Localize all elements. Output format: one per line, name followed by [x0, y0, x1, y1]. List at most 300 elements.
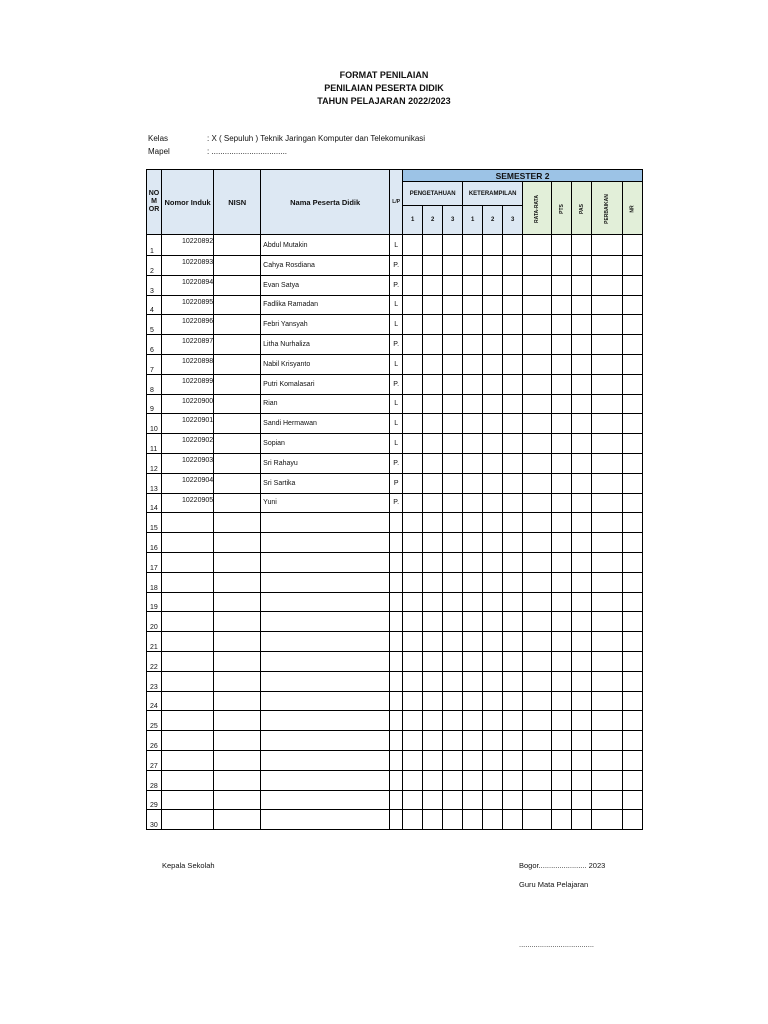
- score-cell: [552, 235, 572, 256]
- row-number: 7: [147, 354, 162, 374]
- perbaikan-header: PERBAIKAN: [592, 182, 623, 235]
- score-cell: [503, 810, 523, 830]
- col-header-lp: L/P: [390, 170, 403, 235]
- score-cell: [572, 552, 592, 572]
- row-nama: Sri Rahayu: [261, 453, 390, 473]
- score-cell: [552, 533, 572, 553]
- score-cell: [622, 651, 642, 671]
- row-nomor-induk: 10220904: [162, 473, 214, 493]
- row-nisn: [214, 790, 261, 810]
- score-cell: [622, 770, 642, 790]
- score-cell: [463, 750, 483, 770]
- col-header-no: NO M OR: [147, 170, 162, 235]
- row-nisn: [214, 414, 261, 434]
- score-cell: [483, 235, 503, 256]
- row-nomor-induk: 10220902: [162, 434, 214, 454]
- row-nomor-induk: 10220903: [162, 453, 214, 473]
- row-lp: P.: [390, 256, 403, 276]
- score-cell: [443, 453, 463, 473]
- score-cell: [552, 473, 572, 493]
- score-cell: [552, 750, 572, 770]
- row-nisn: [214, 275, 261, 295]
- row-nama: Litha Nurhaliza: [261, 335, 390, 355]
- score-cell: [423, 374, 443, 394]
- row-nomor-induk: [162, 592, 214, 612]
- table-row: [147, 592, 643, 612]
- table-row: [147, 651, 643, 671]
- signature-line: ....................................: [519, 940, 595, 949]
- score-cell: [523, 612, 552, 632]
- score-cell: [443, 731, 463, 751]
- row-nisn: [214, 552, 261, 572]
- score-cell: [443, 552, 463, 572]
- score-cell: [463, 533, 483, 553]
- keterampilan-sub-1: 1: [463, 206, 483, 235]
- score-cell: [423, 651, 443, 671]
- row-number: 22: [147, 651, 162, 671]
- score-cell: [463, 731, 483, 751]
- score-cell: [592, 354, 623, 374]
- table-row: [147, 275, 643, 295]
- score-cell: [483, 770, 503, 790]
- score-cell: [423, 750, 443, 770]
- score-cell: [523, 533, 552, 553]
- nr-header: NR: [622, 182, 642, 235]
- row-lp: [390, 552, 403, 572]
- table-row: [147, 374, 643, 394]
- score-cell: [443, 790, 463, 810]
- score-cell: [622, 354, 642, 374]
- score-cell: [403, 374, 423, 394]
- score-cell: [523, 335, 552, 355]
- row-lp: P.: [390, 275, 403, 295]
- score-cell: [572, 295, 592, 315]
- score-cell: [552, 810, 572, 830]
- score-cell: [403, 394, 423, 414]
- score-cell: [443, 256, 463, 276]
- score-cell: [622, 612, 642, 632]
- score-cell: [443, 711, 463, 731]
- score-cell: [503, 552, 523, 572]
- keterampilan-sub-2: 2: [483, 206, 503, 235]
- score-cell: [503, 275, 523, 295]
- score-cell: [503, 513, 523, 533]
- score-cell: [523, 711, 552, 731]
- row-nama: Fadlika Ramadan: [261, 295, 390, 315]
- row-lp: [390, 731, 403, 751]
- score-cell: [483, 691, 503, 711]
- score-cell: [483, 434, 503, 454]
- keterampilan-header: KETERAMPILAN: [463, 182, 523, 206]
- table-row: [147, 533, 643, 553]
- row-lp: L: [390, 434, 403, 454]
- score-cell: [552, 711, 572, 731]
- table-row: [147, 671, 643, 691]
- score-cell: [403, 414, 423, 434]
- row-nama: Cahya Rosdiana: [261, 256, 390, 276]
- row-nama: [261, 552, 390, 572]
- row-nomor-induk: [162, 790, 214, 810]
- score-cell: [503, 691, 523, 711]
- score-cell: [552, 374, 572, 394]
- score-cell: [483, 612, 503, 632]
- table-row: [147, 453, 643, 473]
- kelas-value: : X ( Sepuluh ) Teknik Jaringan Komputer dan Telekomunikasi: [207, 134, 426, 143]
- score-cell: [483, 513, 503, 533]
- row-lp: [390, 770, 403, 790]
- row-nama: Evan Satya: [261, 275, 390, 295]
- row-nama: [261, 731, 390, 751]
- table-row: [147, 414, 643, 434]
- doc-title: FORMAT PENILAIAN: [339, 70, 429, 80]
- row-nisn: [214, 453, 261, 473]
- score-cell: [423, 493, 443, 513]
- score-cell: [503, 493, 523, 513]
- score-cell: [572, 632, 592, 652]
- row-nomor-induk: [162, 513, 214, 533]
- score-cell: [463, 572, 483, 592]
- row-nama: Rian: [261, 394, 390, 414]
- row-nama: Sopian: [261, 434, 390, 454]
- score-cell: [523, 453, 552, 473]
- row-lp: P.: [390, 335, 403, 355]
- row-nisn: [214, 335, 261, 355]
- score-cell: [552, 671, 572, 691]
- row-number: 19: [147, 592, 162, 612]
- score-cell: [503, 572, 523, 592]
- row-nisn: [214, 493, 261, 513]
- score-cell: [572, 651, 592, 671]
- score-cell: [552, 493, 572, 513]
- row-nomor-induk: [162, 651, 214, 671]
- score-cell: [572, 394, 592, 414]
- score-cell: [463, 493, 483, 513]
- row-nama: [261, 632, 390, 652]
- score-cell: [423, 335, 443, 355]
- score-cell: [483, 572, 503, 592]
- score-cell: [552, 572, 572, 592]
- table-row: [147, 354, 643, 374]
- row-nama: Sri Sartika: [261, 473, 390, 493]
- score-cell: [592, 315, 623, 335]
- row-nomor-induk: [162, 770, 214, 790]
- row-nomor-induk: 10220898: [162, 354, 214, 374]
- score-cell: [423, 810, 443, 830]
- score-cell: [503, 750, 523, 770]
- row-number: 29: [147, 790, 162, 810]
- score-cell: [463, 632, 483, 652]
- score-cell: [483, 493, 503, 513]
- score-cell: [552, 552, 572, 572]
- score-cell: [523, 770, 552, 790]
- row-lp: L: [390, 295, 403, 315]
- score-cell: [403, 493, 423, 513]
- row-nomor-induk: 10220895: [162, 295, 214, 315]
- row-nisn: [214, 513, 261, 533]
- table-row: [147, 711, 643, 731]
- score-cell: [443, 235, 463, 256]
- row-nomor-induk: [162, 750, 214, 770]
- table-row: [147, 731, 643, 751]
- score-cell: [572, 750, 592, 770]
- score-cell: [483, 473, 503, 493]
- score-cell: [443, 275, 463, 295]
- score-cell: [483, 552, 503, 572]
- score-cell: [423, 256, 443, 276]
- pengetahuan-sub-3: 3: [443, 206, 463, 235]
- score-cell: [622, 394, 642, 414]
- score-cell: [463, 434, 483, 454]
- row-lp: [390, 632, 403, 652]
- semester-header: SEMESTER 2: [403, 170, 643, 182]
- score-cell: [592, 552, 623, 572]
- score-cell: [622, 315, 642, 335]
- score-cell: [503, 295, 523, 315]
- score-cell: [572, 691, 592, 711]
- score-cell: [463, 453, 483, 473]
- mapel-value: : ..................................: [207, 147, 288, 156]
- row-nama: Febri Yansyah: [261, 315, 390, 335]
- score-cell: [552, 256, 572, 276]
- score-cell: [423, 790, 443, 810]
- score-cell: [622, 632, 642, 652]
- score-cell: [572, 453, 592, 473]
- row-nama: Yuni: [261, 493, 390, 513]
- row-number: 28: [147, 770, 162, 790]
- score-cell: [622, 453, 642, 473]
- score-cell: [552, 335, 572, 355]
- score-cell: [483, 256, 503, 276]
- score-cell: [503, 414, 523, 434]
- row-number: 20: [147, 612, 162, 632]
- score-cell: [503, 473, 523, 493]
- score-cell: [552, 275, 572, 295]
- row-lp: [390, 691, 403, 711]
- score-cell: [463, 810, 483, 830]
- score-cell: [463, 513, 483, 533]
- row-lp: P: [390, 473, 403, 493]
- score-cell: [423, 731, 443, 751]
- doc-subtitle: PENILAIAN PESERTA DIDIK: [324, 83, 444, 93]
- score-cell: [463, 315, 483, 335]
- mapel-label: Mapel: [148, 147, 170, 156]
- score-cell: [483, 810, 503, 830]
- row-number: 5: [147, 315, 162, 335]
- score-cell: [572, 671, 592, 691]
- row-nama: Abdul Mutakin: [261, 235, 390, 256]
- score-cell: [463, 552, 483, 572]
- score-cell: [592, 453, 623, 473]
- score-cell: [572, 790, 592, 810]
- score-cell: [552, 651, 572, 671]
- score-cell: [403, 671, 423, 691]
- score-cell: [463, 354, 483, 374]
- score-cell: [423, 612, 443, 632]
- col-header-nomor-induk: Nomor Induk: [162, 170, 214, 235]
- score-cell: [463, 691, 483, 711]
- score-cell: [572, 493, 592, 513]
- score-cell: [503, 651, 523, 671]
- score-cell: [622, 275, 642, 295]
- score-cell: [592, 671, 623, 691]
- score-cell: [592, 651, 623, 671]
- score-cell: [403, 473, 423, 493]
- score-cell: [523, 295, 552, 315]
- score-cell: [483, 453, 503, 473]
- score-cell: [503, 770, 523, 790]
- score-cell: [443, 295, 463, 315]
- row-nisn: [214, 315, 261, 335]
- score-cell: [403, 295, 423, 315]
- score-cell: [443, 394, 463, 414]
- row-number: 30: [147, 810, 162, 830]
- row-nama: [261, 750, 390, 770]
- pas-header: PAS: [572, 182, 592, 235]
- score-cell: [443, 572, 463, 592]
- row-lp: L: [390, 414, 403, 434]
- score-cell: [403, 790, 423, 810]
- row-lp: P.: [390, 374, 403, 394]
- score-cell: [572, 275, 592, 295]
- doc-year: TAHUN PELAJARAN 2022/2023: [317, 96, 451, 106]
- score-cell: [503, 612, 523, 632]
- row-nama: [261, 592, 390, 612]
- score-cell: [592, 295, 623, 315]
- score-cell: [443, 414, 463, 434]
- score-cell: [622, 711, 642, 731]
- score-cell: [622, 374, 642, 394]
- score-cell: [463, 612, 483, 632]
- row-nisn: [214, 810, 261, 830]
- score-cell: [503, 711, 523, 731]
- row-nomor-induk: 10220896: [162, 315, 214, 335]
- score-cell: [463, 473, 483, 493]
- score-cell: [523, 394, 552, 414]
- score-cell: [423, 711, 443, 731]
- score-cell: [503, 453, 523, 473]
- score-cell: [622, 750, 642, 770]
- score-cell: [523, 552, 552, 572]
- score-cell: [572, 513, 592, 533]
- score-cell: [552, 354, 572, 374]
- score-cell: [443, 354, 463, 374]
- row-nisn: [214, 434, 261, 454]
- row-lp: [390, 651, 403, 671]
- score-cell: [483, 592, 503, 612]
- score-cell: [523, 513, 552, 533]
- row-number: 11: [147, 434, 162, 454]
- row-number: 26: [147, 731, 162, 751]
- score-cell: [483, 414, 503, 434]
- score-cell: [423, 235, 443, 256]
- score-cell: [592, 632, 623, 652]
- score-cell: [443, 691, 463, 711]
- row-lp: [390, 711, 403, 731]
- pengetahuan-header: PENGETAHUAN: [403, 182, 463, 206]
- score-cell: [403, 572, 423, 592]
- score-cell: [403, 453, 423, 473]
- score-cell: [523, 671, 552, 691]
- score-cell: [622, 335, 642, 355]
- score-cell: [443, 632, 463, 652]
- row-nomor-induk: 10220892: [162, 235, 214, 256]
- row-nisn: [214, 256, 261, 276]
- score-cell: [403, 612, 423, 632]
- score-cell: [443, 315, 463, 335]
- score-cell: [503, 632, 523, 652]
- score-cell: [523, 473, 552, 493]
- score-cell: [592, 533, 623, 553]
- score-cell: [463, 256, 483, 276]
- score-cell: [622, 810, 642, 830]
- score-cell: [622, 572, 642, 592]
- row-number: 16: [147, 533, 162, 553]
- score-cell: [592, 770, 623, 790]
- row-nisn: [214, 295, 261, 315]
- score-cell: [523, 256, 552, 276]
- score-cell: [622, 235, 642, 256]
- score-cell: [403, 770, 423, 790]
- row-nomor-induk: 10220893: [162, 256, 214, 276]
- rata-rata-header: RATA-RATA: [523, 182, 552, 235]
- row-number: 14: [147, 493, 162, 513]
- table-row: [147, 790, 643, 810]
- score-cell: [523, 691, 552, 711]
- score-cell: [483, 394, 503, 414]
- score-cell: [523, 572, 552, 592]
- pengetahuan-sub-1: 1: [403, 206, 423, 235]
- row-number: 13: [147, 473, 162, 493]
- score-cell: [552, 612, 572, 632]
- score-cell: [592, 235, 623, 256]
- table-row: [147, 235, 643, 256]
- row-nisn: [214, 473, 261, 493]
- score-cell: [443, 434, 463, 454]
- grade-table: [146, 169, 643, 830]
- row-nomor-induk: [162, 533, 214, 553]
- row-nama: Nabil Krisyanto: [261, 354, 390, 374]
- score-cell: [423, 572, 443, 592]
- table-row: [147, 256, 643, 276]
- score-cell: [463, 671, 483, 691]
- score-cell: [423, 414, 443, 434]
- col-header-nisn: NISN: [214, 170, 261, 235]
- score-cell: [592, 691, 623, 711]
- score-cell: [592, 434, 623, 454]
- score-cell: [423, 691, 443, 711]
- score-cell: [572, 731, 592, 751]
- score-cell: [483, 750, 503, 770]
- pengetahuan-sub-2: 2: [423, 206, 443, 235]
- score-cell: [622, 731, 642, 751]
- row-nisn: [214, 750, 261, 770]
- row-number: 9: [147, 394, 162, 414]
- score-cell: [443, 493, 463, 513]
- score-cell: [592, 374, 623, 394]
- row-nama: [261, 671, 390, 691]
- table-row: [147, 493, 643, 513]
- score-cell: [552, 434, 572, 454]
- score-cell: [622, 493, 642, 513]
- score-cell: [572, 572, 592, 592]
- score-cell: [483, 731, 503, 751]
- row-lp: L: [390, 235, 403, 256]
- row-number: 8: [147, 374, 162, 394]
- row-number: 17: [147, 552, 162, 572]
- row-nama: [261, 691, 390, 711]
- score-cell: [552, 513, 572, 533]
- score-cell: [443, 473, 463, 493]
